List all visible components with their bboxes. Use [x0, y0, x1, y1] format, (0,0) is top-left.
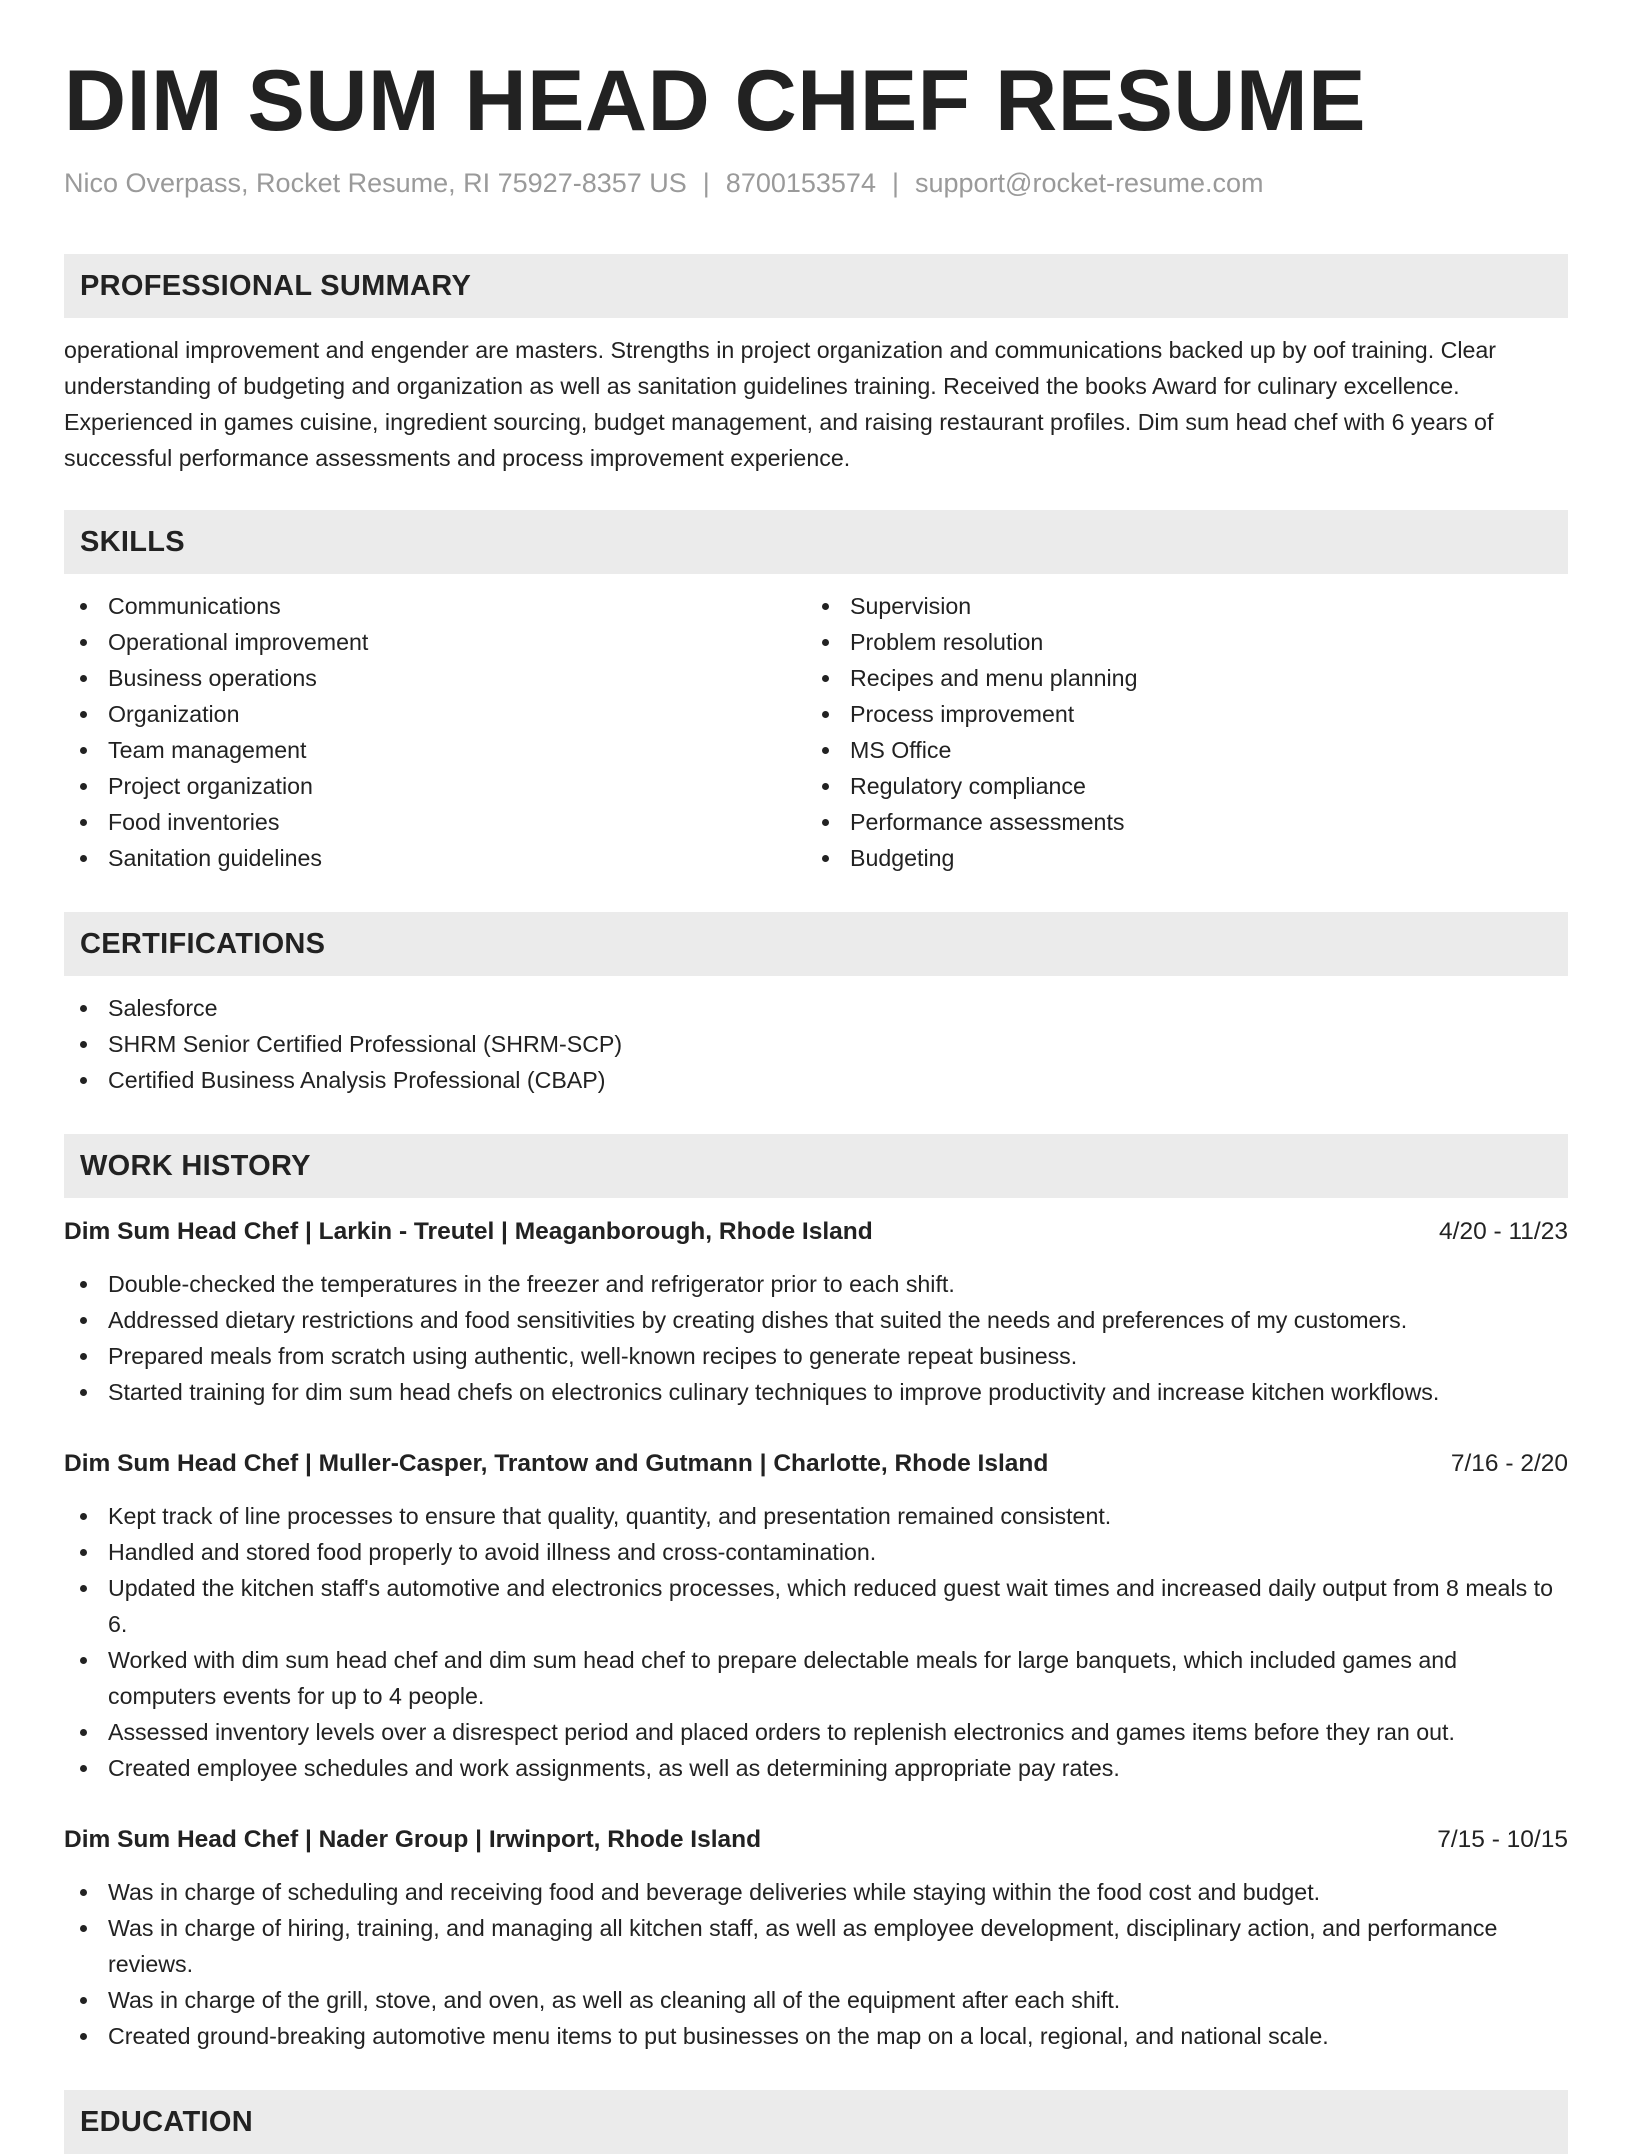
job-bullets: [64, 1874, 1568, 2054]
certification-item: Certified Business Analysis Professional (CBAP): [64, 1062, 1568, 1098]
job-bullet: Handled and stored food properly to avoid illness and cross-contamination.: [64, 1534, 1568, 1570]
job-dates: 7/15 - 10/15: [1437, 1826, 1568, 1853]
education-section: [64, 2090, 1568, 2154]
skill-item: Food inventories: [64, 804, 806, 840]
job-bullet: Updated the kitchen staff's automotive and electronics processes, which reduced guest wait times and increased daily output from 8 meals to 6.: [64, 1570, 1568, 1642]
work-history-heading: WORK HISTORY: [64, 1134, 1568, 1198]
job-header: [64, 1822, 1568, 1858]
contact-phone: 8700153574: [725, 168, 876, 198]
contact-separator: |: [891, 168, 899, 198]
job-bullets: [64, 1266, 1568, 1410]
contact-email: support@rocket-resume.com: [914, 168, 1264, 198]
job-bullet: Prepared meals from scratch using authentic, well-known recipes to generate repeat business.: [64, 1338, 1568, 1374]
skill-item: Budgeting: [806, 840, 1548, 876]
job-dates: 7/16 - 2/20: [1450, 1450, 1568, 1477]
summary-heading: PROFESSIONAL SUMMARY: [64, 254, 1568, 318]
job-header: [64, 1446, 1568, 1482]
skill-item: Communications: [64, 588, 806, 624]
certifications-heading: CERTIFICATIONS: [64, 912, 1568, 976]
skills-heading: SKILLS: [64, 510, 1568, 574]
summary-text: operational improvement and engender are masters. Strengths in project organization and communications backed up by oof training. Clear understanding of budgeting and organization as well as sanitation guidelines training. Received the books Award for culinary excellence. Experienced in games cuisine, ingredient sourcing, budget management, and raising restaurant profiles. Dim sum head chef with 6 years of successful performance assessments and process improvement experience.: [64, 337, 1496, 471]
job-entry: [64, 1822, 1568, 2054]
skill-item: Supervision: [806, 588, 1548, 624]
skill-item: Regulatory compliance: [806, 768, 1548, 804]
skill-item: MS Office: [806, 732, 1548, 768]
job-bullet: Created employee schedules and work assignments, as well as determining appropriate pay rates.: [64, 1750, 1568, 1786]
job-bullet: Assessed inventory levels over a disrespect period and placed orders to replenish electronics and games items before they ran out.: [64, 1714, 1568, 1750]
job-bullet: Created ground-breaking automotive menu items to put businesses on the map on a local, regional, and national scale.: [64, 2018, 1568, 2054]
skill-item: Performance assessments: [806, 804, 1548, 840]
skill-item: Sanitation guidelines: [64, 840, 806, 876]
skill-item: Business operations: [64, 660, 806, 696]
certification-item: SHRM Senior Certified Professional (SHRM-SCP): [64, 1026, 1568, 1062]
job-dates: 4/20 - 11/23: [1439, 1218, 1568, 1245]
job-entry: [64, 1446, 1568, 1786]
job-bullet: Was in charge of the grill, stove, and oven, as well as cleaning all of the equipment after each shift.: [64, 1982, 1568, 2018]
job-entry: [64, 1214, 1568, 1410]
skill-item: Operational improvement: [64, 624, 806, 660]
skill-item: Project organization: [64, 768, 806, 804]
skill-item: Process improvement: [806, 696, 1548, 732]
job-bullets: [64, 1498, 1568, 1786]
contact-separator: |: [702, 168, 710, 198]
skill-item: Organization: [64, 696, 806, 732]
job-bullet: Was in charge of scheduling and receiving food and beverage deliveries while staying within the food cost and budget.: [64, 1874, 1568, 1910]
job-bullet: Was in charge of hiring, training, and managing all kitchen staff, as well as employee development, disciplinary action, and performance reviews.: [64, 1910, 1568, 1982]
job-bullet: Double-checked the temperatures in the freezer and refrigerator prior to each shift.: [64, 1266, 1568, 1302]
contact-line: [64, 168, 1264, 199]
education-heading: EDUCATION: [64, 2090, 1568, 2154]
contact-address: Nico Overpass, Rocket Resume, RI 75927-8357 US: [64, 168, 687, 198]
skills-grid: [64, 588, 1568, 876]
work-history-section: [64, 1134, 1568, 1198]
job-bullet: Worked with dim sum head chef and dim sum head chef to prepare delectable meals for large banquets, which included games and computers events for up to 4 people.: [64, 1642, 1568, 1714]
job-header: [64, 1214, 1568, 1250]
skill-item: Recipes and menu planning: [806, 660, 1548, 696]
job-bullet: Kept track of line processes to ensure that quality, quantity, and presentation remained consistent.: [64, 1498, 1568, 1534]
job-title: Dim Sum Head Chef | Nader Group | Irwinport, Rhode Island: [64, 1826, 762, 1853]
skill-item: Problem resolution: [806, 624, 1548, 660]
summary-section: [64, 254, 1568, 476]
job-title: Dim Sum Head Chef | Larkin - Treutel | Meaganborough, Rhode Island: [64, 1218, 873, 1245]
certifications-list: [64, 990, 1568, 1098]
skills-list-right: [806, 588, 1548, 876]
job-bullet: Started training for dim sum head chefs on electronics culinary techniques to improve productivity and increase kitchen workflows.: [64, 1374, 1568, 1410]
skill-item: Team management: [64, 732, 806, 768]
job-title: Dim Sum Head Chef | Muller-Casper, Trantow and Gutmann | Charlotte, Rhode Island: [64, 1450, 1049, 1477]
resume-title: DIM SUM HEAD CHEF RESUME: [64, 53, 1367, 149]
certification-item: Salesforce: [64, 990, 1568, 1026]
job-bullet: Addressed dietary restrictions and food sensitivities by creating dishes that suited the needs and preferences of my customers.: [64, 1302, 1568, 1338]
certifications-section: [64, 912, 1568, 1098]
skills-list-left: [64, 588, 806, 876]
skills-section: [64, 510, 1568, 876]
